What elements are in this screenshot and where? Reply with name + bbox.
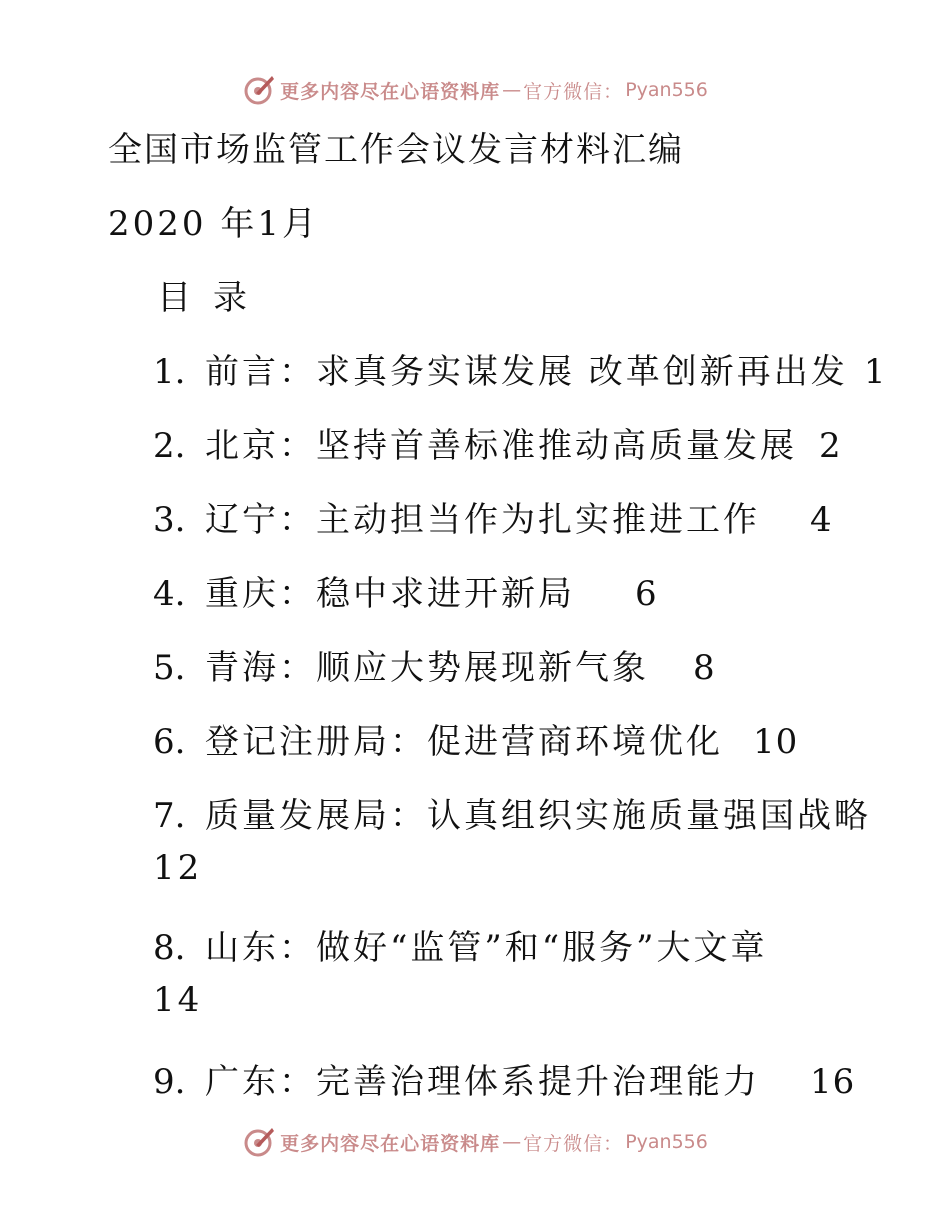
quill-logo-icon [242, 73, 276, 107]
toc-number: 7. [153, 796, 186, 836]
toc-entry [153, 1054, 855, 1103]
toc-page-wrapped: 12 [153, 848, 203, 888]
toc-title: 广东：完善治理体系提升治理能力 [205, 1062, 760, 1102]
toc-title: 登记注册局：促进营商环境优化 [205, 722, 723, 762]
toc-page: 2 [819, 426, 842, 466]
toc-title: 质量发展局：认真组织实施质量强国战略 [205, 796, 871, 836]
toc-number: 9. [153, 1062, 186, 1102]
toc-entry [153, 640, 716, 689]
toc-entry [153, 714, 798, 763]
toc-number: 1. [153, 352, 186, 392]
toc-page-wrapped: 14 [153, 980, 203, 1020]
watermark-wechat-id: Pyan556 [625, 1131, 708, 1153]
toc-title: 青海：顺应大势展现新气象 [205, 648, 649, 688]
watermark-text: 更多内容尽在心语资料库 [280, 80, 501, 103]
watermark-sub: 官方微信： [523, 1132, 624, 1155]
toc-number: 6. [153, 722, 186, 762]
toc-heading [157, 270, 269, 319]
toc-title: 辽宁：主动担当作为扎实推进工作 [205, 500, 760, 540]
watermark-footer [0, 1122, 950, 1162]
watermark-wechat-id: Pyan556 [625, 79, 708, 101]
document-title: 全国市场监管工作会议发言材料汇编 [108, 130, 684, 170]
toc-entry [153, 344, 886, 393]
toc-heading-char: 录 [213, 278, 247, 318]
toc-title: 前言：求真务实谋发展 改革创新再出发 [205, 352, 848, 392]
toc-page: 16 [810, 1062, 856, 1102]
toc-entry [153, 566, 658, 615]
watermark-sub: 官方微信： [523, 80, 624, 103]
toc-page: 6 [635, 574, 658, 614]
toc-number: 4. [153, 574, 186, 614]
toc-entry [153, 788, 871, 837]
toc-number: 2. [153, 426, 186, 466]
quill-logo-icon [242, 1125, 276, 1159]
toc-page: 10 [753, 722, 799, 762]
toc-entry [153, 492, 833, 541]
toc-page: 8 [693, 648, 716, 688]
document-date: 2020 年1月 [108, 204, 319, 244]
toc-number: 5. [153, 648, 186, 688]
watermark-separator: — [502, 1131, 522, 1153]
watermark-separator: — [502, 79, 522, 101]
toc-entry [153, 920, 768, 969]
toc-title: 山东：做好“监管”和“服务”大文章 [205, 928, 768, 968]
watermark-header [0, 70, 950, 110]
watermark-text: 更多内容尽在心语资料库 [280, 1132, 501, 1155]
toc-title: 北京：坚持首善标准推动高质量发展 [205, 426, 797, 466]
toc-number: 8. [153, 928, 186, 968]
toc-page: 4 [810, 500, 833, 540]
toc-entry [153, 418, 842, 467]
toc-title: 重庆：稳中求进开新局 [205, 574, 575, 614]
toc-number: 3. [153, 500, 186, 540]
toc-heading-char: 目 [157, 278, 191, 318]
toc-page: 1 [863, 352, 887, 392]
